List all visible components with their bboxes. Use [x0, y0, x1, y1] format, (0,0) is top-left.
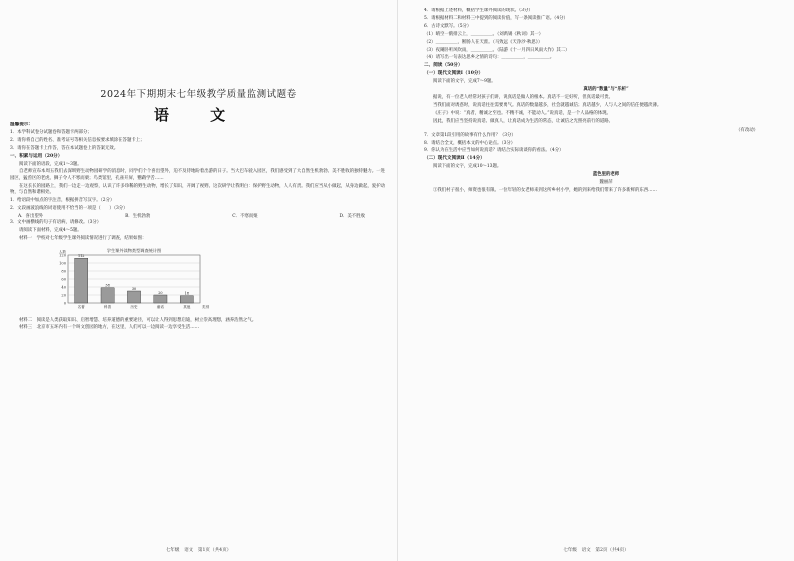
reading-1-heading: （一）现代文阅读Ⅰ（10分）: [424, 71, 484, 77]
story-author: 魏丽萍: [599, 180, 613, 186]
bar: [127, 291, 140, 303]
y-tick-label: 40: [61, 284, 66, 289]
bar-value-label: 18: [184, 291, 189, 296]
subject-title: 语 文: [153, 106, 244, 124]
poem-line: （3）夜阑卧听风吹雨，＿＿＿＿＿。（陆游《十一月四日风雨大作》其二）: [424, 47, 570, 53]
question-2: 2．文段画波浪线的词语使用不恰当的一项是（ ）（3分）: [10, 205, 128, 211]
y-axis-label: 人数: [58, 249, 66, 254]
bar: [180, 295, 193, 302]
notice-line: 2．请你将自己的姓名、准考证号等相关信息按要求填涂在答题卡上；: [10, 137, 145, 143]
passage-paragraph: 自老师宣布本周五我们去深圳野生动物园研学的消息时，同学们个个喜出望外，迫不及待地盼着出游的日子。当大巴车驶入园区，我们感受到了大自然生机勃勃、美不胜收的独特魅力。一进园区，猛兽区的老虎、狮子令人不寒而栗；鸟类馆里，孔雀开屏，鹦鹉学舌……: [10, 169, 385, 181]
question-9: 9．你认为在生活中应当如何说真话？请结合实际谈谈你的看法。（4分）: [424, 148, 564, 154]
bar-chart: [50, 245, 220, 315]
article-paragraph: 因此，我们应当坚持说真话、做真人，让真话成为生活的常态，让诚信之光照亮前行的道路。: [433, 118, 614, 124]
x-tick-label: 历史: [130, 304, 138, 309]
y-tick-label: 20: [61, 292, 66, 297]
article-paragraph: 据说，有一位老人经常对孩子们讲，说真话是做人的根本。真话不一定好听，但真话最可贵。: [433, 94, 614, 100]
article-paragraph: 当我们面对诱惑时，说真话往往需要勇气。真话的数量越多，社会就越诚信；真话越少，人与人之间的信任便越淡薄。: [433, 102, 662, 108]
option-d: D．美不胜收: [339, 213, 365, 219]
reading-2-heading: （二）现代文阅读Ⅱ（14分）: [424, 156, 485, 162]
poem-line: （1）晴空一鹤排云上，＿＿＿＿＿。（刘禹锡《秋词》其一）: [424, 31, 544, 37]
story-title: 蓝色里的老师: [592, 172, 620, 178]
question-5: 5．请根据材料二和材料三中提到的阅读价值，写一条阅读推广语。（4分）: [424, 15, 568, 21]
right-page-body: [424, 8, 788, 537]
reading-2-intro: 阅读下面的文字，完成10～13题。: [433, 164, 502, 170]
x-tick-label: 名著: [77, 304, 85, 309]
y-tick-label: 60: [61, 276, 66, 281]
section-1-heading: 一、积累与运用（20分）: [10, 153, 63, 159]
bar-value-label: 20: [158, 290, 163, 295]
article-paragraph: 《庄子》中说：“真者，精诚之至也。不精不诚，不能动人。”说真话，是一个人品格的体现。: [433, 110, 611, 116]
reading-1-intro: 阅读下面的文字，完成7～9题。: [433, 79, 496, 85]
story-paragraph: ①我们村子很小，师资也很有限。一位年轻的女老师来到这所乡村小学，她的到来给我们带来了许多新鲜的东西……: [433, 187, 657, 193]
question-4: 4．请根据上述材料，概括学生课外阅读的现状。（3分）: [424, 8, 533, 13]
bar: [75, 258, 88, 303]
option-b: B．生机勃勃: [125, 213, 151, 219]
bar-value-label: 38: [105, 283, 110, 288]
article-source-note: （有改动）: [736, 127, 758, 133]
poem-line: （2）＿＿＿＿＿，断肠人在天涯。（马致远《天净沙·秋思》）: [424, 39, 543, 45]
notice-line: 3．请你在答题卡上作答，答在本试题卷上的答案无效。: [10, 145, 119, 151]
bar: [101, 287, 114, 302]
passage-intro: 阅读下面的语段，完成1～3题。: [19, 161, 82, 167]
page-footer: 七年级 语文 第1页（共4页）: [165, 548, 232, 553]
notice-line: 1．本学科试卷分试题卷和答题卡两部分；: [10, 129, 92, 135]
section-2-heading: 二、阅读（50分）: [424, 63, 463, 69]
left-page-body: [10, 122, 385, 535]
question-8: 8．请结合全文，概括本文的中心论点。（3分）: [424, 140, 516, 146]
x-axis-label: 类别: [202, 304, 210, 309]
bar-value-label: 112: [77, 253, 85, 258]
question-6: 6．古诗文默写。（5分）: [424, 23, 472, 29]
chart-title: 学生课外读物类型调查统计图: [106, 247, 162, 253]
poem-line: （4）请写出一句表达思乡之情的诗句：＿＿＿＿＿，＿＿＿＿＿。: [424, 55, 555, 61]
article-title: 真话的“数量”与“乐析”: [583, 87, 629, 93]
material-2: 材料二 阅读是人类获取知识、启智增慧、培养道德的重要途径，可以让人得到思想启迪，树立崇高理想，涵养浩然之气。: [19, 317, 257, 323]
notice-heading: 温馨提示：: [10, 122, 33, 127]
option-a: A．喜出望外: [18, 213, 44, 219]
option-c: C．不寒而栗: [232, 213, 258, 219]
bar-chart-svg: [50, 245, 220, 315]
passage-paragraph: 在这长长的园路上，我们一边走一边观察，认识了许多珍稀的野生动物，增长了知识，开阔了视野。这次研学让我明白：保护野生动物，人人有责。我们应当从小做起，从身边做起，爱护动物，与自然和谐相处。: [10, 183, 385, 196]
exam-title: 2024年下期期末七年级教学质量监测试题卷: [100, 89, 297, 100]
right-page: [397, 0, 794, 561]
question-3: 3．文中画横线的句子有语病，请修改。（3分）: [10, 220, 102, 226]
page-footer: 七年级 语文 第2页（共4页）: [563, 548, 629, 553]
y-tick-label: 120: [59, 252, 66, 257]
question-1: 1．给语段中加点的字注音，根据拼音写汉字。（2分）: [10, 198, 115, 204]
y-tick-label: 0: [63, 300, 66, 305]
x-tick-label: 童话: [156, 304, 164, 309]
material-intro: 请阅读下面材料，完成4～5题。: [19, 228, 82, 234]
material-3: 材料三 北京市五环内有一个叫文创园的地方，在这里，人们可以一边阅读一边享受生活……: [19, 325, 200, 331]
bar-value-label: 30: [131, 286, 137, 291]
y-tick-label: 80: [61, 268, 66, 273]
question-7: 7．文章第1段引用的故事有什么作用？（3分）: [424, 132, 516, 138]
x-tick-label: 科普: [104, 304, 112, 309]
material-1: 材料一 学校对七年级学生课外阅读情况进行了调查，结果如图：: [19, 236, 147, 242]
bar: [154, 295, 167, 303]
y-tick-label: 100: [59, 260, 66, 265]
x-tick-label: 其他: [183, 304, 191, 309]
